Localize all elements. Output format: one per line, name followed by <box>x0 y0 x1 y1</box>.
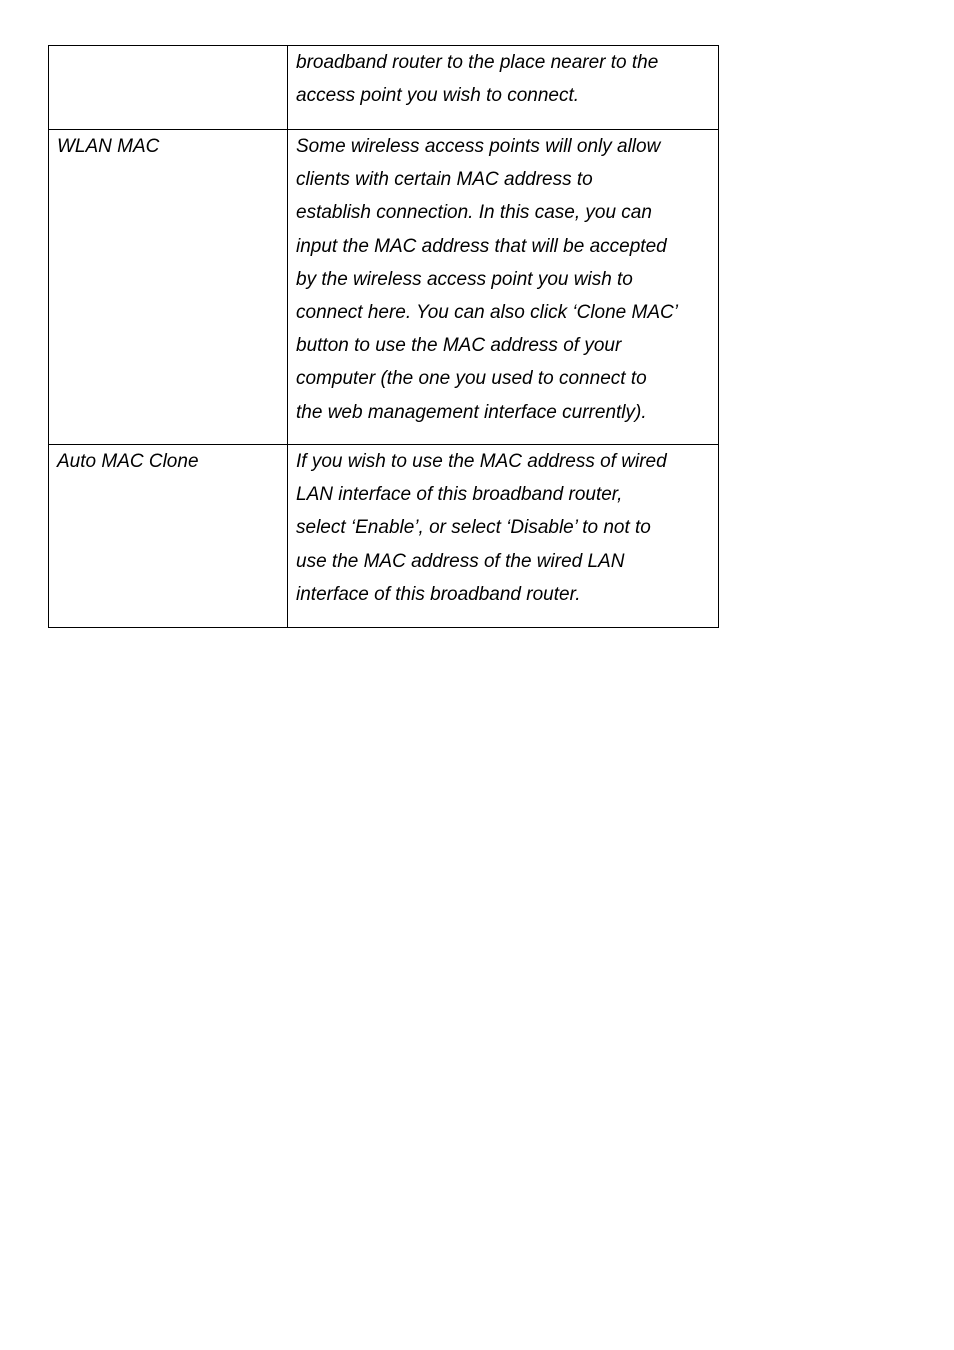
description-line: establish connection. In this case, you can <box>296 202 652 224</box>
description-cell <box>288 46 719 130</box>
settings-description-table <box>48 45 719 628</box>
description-line: LAN interface of this broadband router, <box>296 484 623 506</box>
description-line: If you wish to use the MAC address of wired <box>296 451 667 472</box>
description-cell <box>288 445 719 628</box>
description-line: computer (the one you used to connect to <box>296 368 647 390</box>
description-line: button to use the MAC address of your <box>296 335 622 357</box>
term-cell: Auto MAC Clone <box>49 445 288 628</box>
description-line: select ‘Enable’, or select ‘Disable’ to not to <box>296 517 651 539</box>
description-line: connect here. You can also click ‘Clone MAC’ <box>296 302 678 324</box>
term-cell <box>49 46 288 130</box>
description-line: by the wireless access point you wish to <box>296 268 633 290</box>
description-line: the web management interface currently). <box>296 401 647 423</box>
description-cell <box>288 130 719 445</box>
description-line: use the MAC address of the wired LAN <box>296 550 625 572</box>
description-line: clients with certain MAC address to <box>296 169 593 191</box>
table-row <box>49 445 719 628</box>
description-line: interface of this broadband router. <box>296 583 581 605</box>
table-row <box>49 46 719 130</box>
table-row <box>49 130 719 445</box>
description-line: broadband router to the place nearer to the <box>296 52 659 73</box>
term-cell: WLAN MAC <box>49 130 288 445</box>
description-line: access point you wish to connect. <box>296 85 580 107</box>
description-line: Some wireless access points will only allow <box>296 136 661 157</box>
description-line: input the MAC address that will be accepted <box>296 235 667 257</box>
